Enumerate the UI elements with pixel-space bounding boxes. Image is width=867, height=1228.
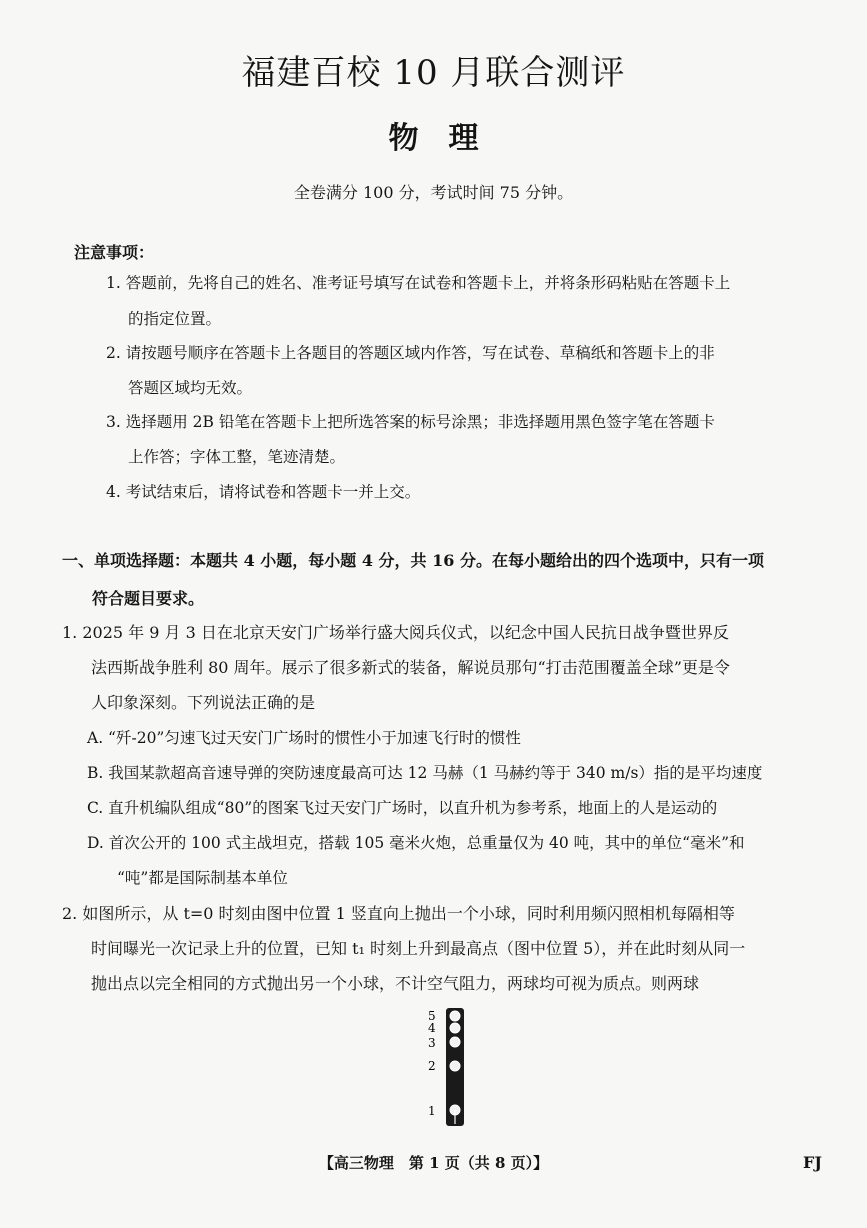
option-a: A. “歼-20”匀速飞过天安门广场时的惯性小于加速飞行时的惯性 (87, 729, 521, 747)
figure-label-1: 1 (428, 1104, 436, 1118)
question-1-stem: 1. 2025 年 9 月 3 日在北京天安门广场举行盛大阅兵仪式，以纪念中国人民抗日战争暨世界反 (62, 623, 729, 642)
section-heading-cont: 符合题目要求。 (92, 589, 205, 608)
option-b: B. 我国某款超高音速导弹的突防速度最高可达 12 马赫（1 马赫约等于 340 m/s）指的是平均速度 (87, 764, 763, 782)
page-footer: 【高三物理 第 1 页（共 8 页）】 (318, 1154, 549, 1172)
subject-title: 物 理 (388, 121, 479, 156)
figure-label-3: 3 (428, 1036, 436, 1050)
notice-item: 1. 答题前，先将自己的姓名、准考证号填写在试卷和答题卡上，并将条形码粘贴在答题卡上 (106, 274, 731, 292)
notice-item: 4. 考试结束后，请将试卷和答题卡一并上交。 (106, 483, 421, 501)
section-heading: 一、单项选择题：本题共 4 小题，每小题 4 分，共 16 分。在每小题给出的四个选项中，只有一项 (62, 551, 764, 570)
notice-item: 3. 选择题用 2B 铅笔在答题卡上把所选答案的标号涂黑；非选择题用黑色签字笔在答题卡 (106, 413, 715, 431)
notice-item: 上作答；字体工整，笔迹清楚。 (128, 448, 346, 466)
notice-item: 2. 请按题号顺序在答题卡上各题目的答题区域内作答，写在试卷、草稿纸和答题卡上的非 (106, 344, 715, 362)
figure-label-5: 5 (428, 1009, 436, 1023)
figure-label-4: 4 (428, 1021, 436, 1035)
option-d-cont: “吨”都是国际制基本单位 (117, 869, 288, 887)
option-c: C. 直升机编队组成“80”的图案飞过天安门广场时，以直升机为参考系，地面上的人是运动的 (87, 799, 718, 817)
notice-item: 的指定位置。 (128, 310, 222, 328)
option-d: D. 首次公开的 100 式主战坦克，搭载 105 毫米火炮，总重量仅为 40 吨，其中的单位“毫米”和 (87, 834, 745, 852)
exam-meta: 全卷满分 100 分，考试时间 75 分钟。 (293, 183, 574, 202)
question-1-stem: 法西斯战争胜利 80 周年。展示了很多新式的装备，解说员那句“打击范围覆盖全球”更是令 (91, 658, 730, 677)
region-code: FJ (803, 1153, 822, 1172)
question-1-stem: 人印象深刻。下列说法正确的是 (91, 693, 316, 712)
notice-item: 答题区域均无效。 (128, 379, 253, 397)
strobe-figure (424, 1006, 474, 1130)
notice-heading: 注意事项： (74, 243, 155, 262)
exam-title: 福建百校 10 月联合测评 (241, 53, 626, 93)
figure-label-2: 2 (428, 1059, 436, 1073)
question-2-stem: 抛出点以完全相同的方式抛出另一个小球，不计空气阻力，两球均可视为质点。则两球 (91, 974, 700, 993)
question-2-stem: 2. 如图所示，从 t=0 时刻由图中位置 1 竖直向上抛出一个小球，同时利用频闪照相机每隔相等 (62, 904, 735, 923)
question-2-stem: 时间曝光一次记录上升的位置，已知 t₁ 时刻上升到最高点（图中位置 5），并在此时刻从同一 (91, 939, 746, 958)
